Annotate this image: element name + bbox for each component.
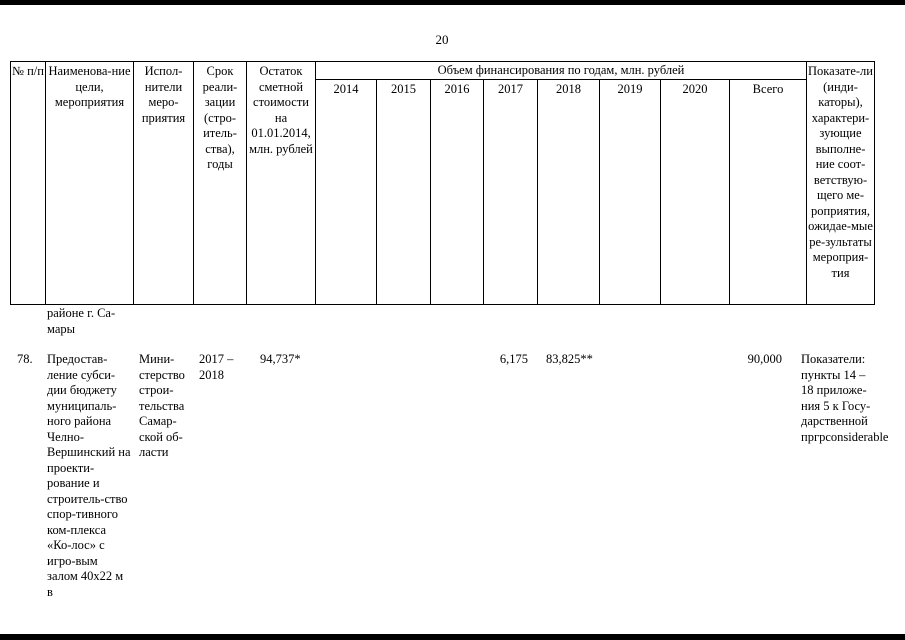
row-78-total: 90,000	[747, 352, 782, 366]
row-78-name: Предостав-ление субси-дии бюджету муниципаль-ного района Челно-Вершинский на проекти-рование и строитель-ство спор-тивного ком-плекса «Ко-лос» с игро-вым залом 40х22 м в	[47, 352, 131, 599]
continuation-text: районе г. Са-мары	[47, 306, 116, 336]
header-year-2017: 2017	[498, 82, 523, 96]
col-border	[430, 79, 431, 305]
page-number: 20	[435, 32, 449, 47]
header-year-2016: 2016	[444, 82, 470, 96]
row-78-rest: 94,737*	[260, 352, 301, 366]
header-term: Срок реали-зации (стро-итель-ства), годы	[202, 64, 238, 171]
top-edge-bar	[0, 0, 905, 5]
table-top-border	[10, 61, 875, 62]
col-border	[729, 79, 730, 305]
header-name: Наименова-ние цели, мероприятия	[48, 64, 131, 109]
header-year-2014: 2014	[333, 82, 359, 96]
col-border	[315, 61, 316, 305]
col-border	[45, 61, 46, 305]
row-78-number: 78.	[17, 352, 33, 366]
header-year-2020: 2020	[682, 82, 708, 96]
row-78-indicators: Показатели: пункты 14 – 18 приложе-ния 5 к Госу-дарственной пргрconsiderable	[801, 352, 889, 444]
header-total: Всего	[752, 82, 784, 96]
header-indicators: Показате-ли (инди-каторы), характери-зующие выполне-ние соот-ветствую-щего ме-роприятия, ожидае-мые ре-зультаты мероприя-тия	[808, 64, 873, 280]
col-border	[246, 61, 247, 305]
table-header	[10, 61, 875, 305]
col-border	[806, 61, 807, 305]
col-border	[660, 79, 661, 305]
header-num: № п/п	[12, 64, 44, 78]
col-border	[133, 61, 134, 305]
col-border	[10, 61, 11, 305]
row-78-2018: 83,825**	[546, 352, 593, 366]
row-78-2017: 6,175	[499, 352, 528, 366]
row-78-executor: Мини-стерство строи-тельства Самар-ской об-ласти	[139, 352, 185, 459]
col-border	[537, 79, 538, 305]
col-border	[193, 61, 194, 305]
header-year-2019: 2019	[617, 82, 643, 96]
bottom-edge-bar	[0, 634, 905, 640]
header-year-2018: 2018	[556, 82, 581, 96]
col-border	[376, 79, 377, 305]
header-executor: Испол-нители меро-приятия	[141, 64, 186, 125]
finance-subheader-border	[315, 79, 806, 80]
col-border	[599, 79, 600, 305]
header-finance: Объем финансирования по годам, млн. рублей	[437, 63, 685, 77]
header-rest: Остаток сметной стоимости на 01.01.2014, млн. рублей	[249, 64, 313, 156]
row-78-term: 2017 – 2018	[199, 352, 234, 382]
col-border	[483, 79, 484, 305]
col-border	[874, 61, 875, 305]
header-year-2015: 2015	[391, 82, 416, 96]
table-header-bottom-border	[10, 304, 875, 305]
